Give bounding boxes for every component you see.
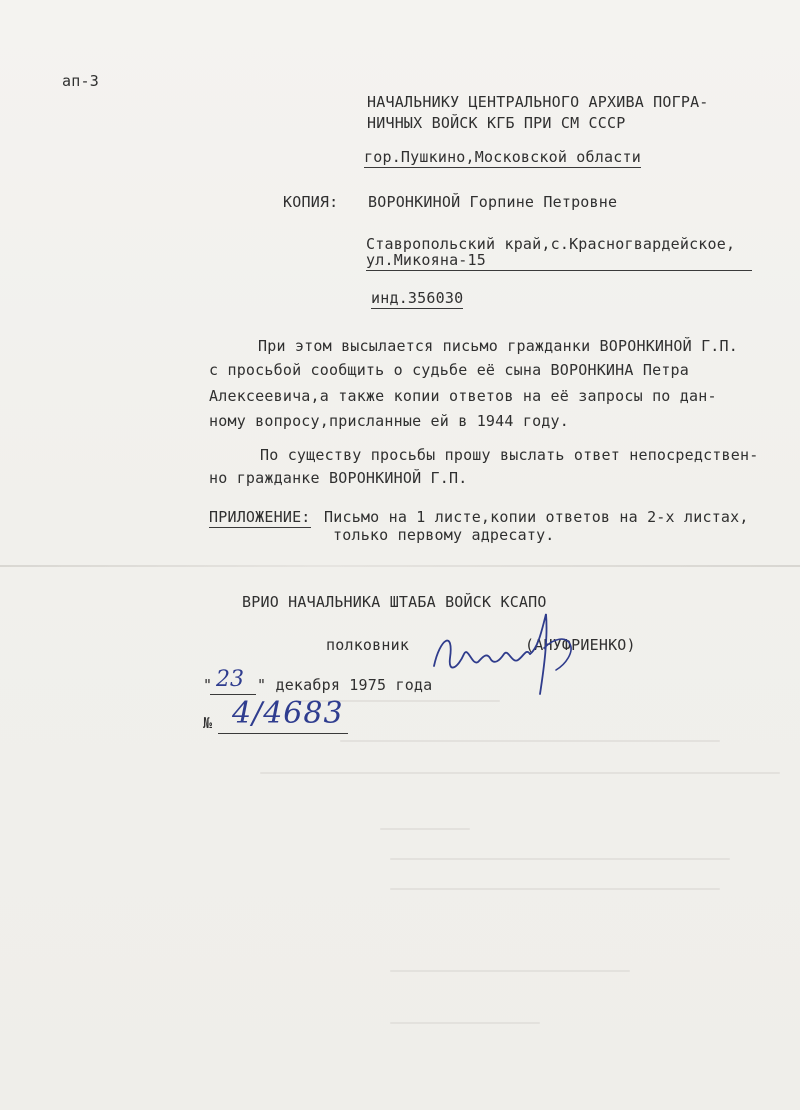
date-open-quote: " [203, 676, 213, 694]
corner-code: ап-3 [62, 72, 99, 90]
body-line-1: При этом высылается письмо гражданки ВОРОНКИНОЙ Г.П. [258, 337, 738, 355]
date-day-underline [210, 694, 256, 695]
attachment-line-1: Письмо на 1 листе,копии ответов на 2-х листах, [324, 508, 749, 526]
number-prefix: № [203, 714, 213, 732]
body-line-4: ному вопросу,присланные ей в 1944 году. [209, 412, 569, 430]
body-line-6: но гражданке ВОРОНКИНОЙ Г.П. [209, 469, 468, 487]
recipient-city: гор.Пушкино,Московской области [364, 148, 641, 166]
signatory-rank: полковник [326, 636, 410, 654]
bleed-through-line [380, 828, 470, 830]
body-line-2: с просьбой сообщить о судьбе её сына ВОРОНКИНА Петра [209, 361, 689, 379]
date-rest: " декабря 1975 года [257, 676, 433, 694]
recipient-line-2: НИЧНЫХ ВОЙСК КГБ ПРИ СМ СССР [367, 114, 626, 132]
body-line-5: По существу просьбы прошу выслать ответ непосредствен- [260, 446, 759, 464]
paper-fold [0, 565, 800, 567]
attachment-label: ПРИЛОЖЕНИЕ: [209, 508, 311, 526]
copy-name: ВОРОНКИНОЙ Горпине Петровне [368, 193, 618, 211]
signatory-title: ВРИО НАЧАЛЬНИКА ШТАБА ВОЙСК КСАПО [242, 593, 547, 611]
signatory-name: (АНУФРИЕНКО) [525, 636, 636, 654]
bleed-through-line [340, 740, 720, 742]
copy-index: инд.356030 [371, 289, 464, 307]
body-line-3: Алексеевича,а также копии ответов на её запросы по дан- [209, 387, 717, 405]
copy-address-line-2: ул.Микояна-15 [366, 251, 752, 271]
recipient-line-1: НАЧАЛЬНИКУ ЦЕНТРАЛЬНОГО АРХИВА ПОГРА- [367, 93, 709, 111]
bleed-through-line [390, 970, 630, 972]
copy-address-line-1: Ставропольский край,с.Красногвардейское, [366, 235, 736, 253]
number-handwritten: 4/4683 [232, 696, 344, 731]
handwritten-signature [420, 608, 590, 698]
bleed-through-line [390, 858, 730, 860]
bleed-through-line [390, 888, 720, 890]
number-underline [218, 733, 348, 734]
copy-label: КОПИЯ: [283, 193, 339, 211]
attachment-line-2: только первому адресату. [333, 526, 555, 544]
date-day-handwritten: 23 [216, 667, 244, 692]
bleed-through-line [260, 772, 780, 774]
bleed-through-line [390, 1022, 540, 1024]
